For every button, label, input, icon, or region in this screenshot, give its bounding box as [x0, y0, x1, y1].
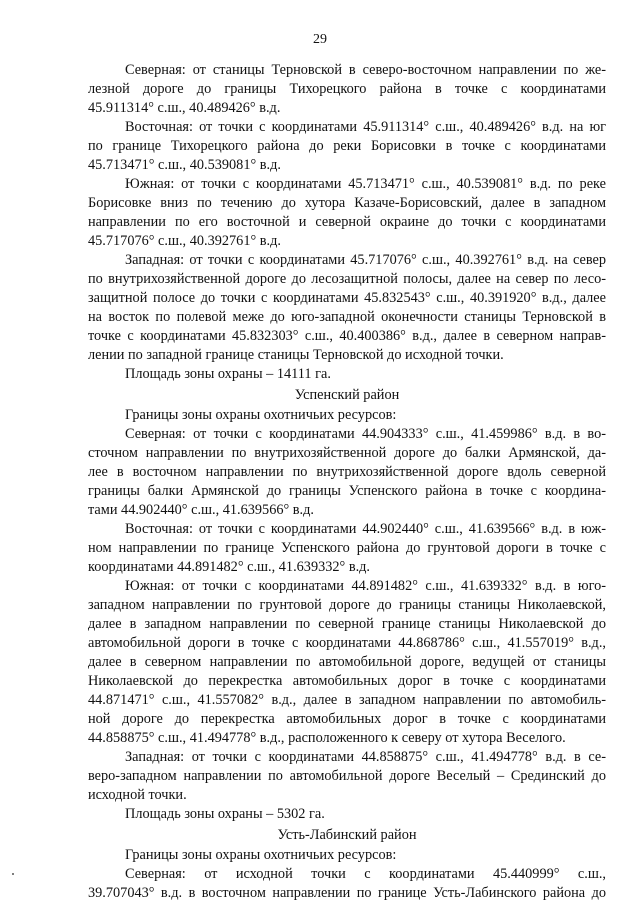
text-line: веро-западном направлении по автомобильной дороге Веселый – Срединский до — [88, 768, 606, 784]
scan-artifact — [12, 873, 14, 875]
text-line: западном направлении по грунтовой дороге до границы станицы Николаевской, — [88, 597, 606, 613]
text-line: Южная: от точки с координатами 44.891482° с.ш., 41.639332° в.д. в юго- — [125, 578, 606, 594]
text-line: защитной полосе до точки с координатами 45.832543° с.ш., 40.391920° в.д., далее — [88, 290, 606, 306]
text-line: точке с координатами 45.832303° с.ш., 40.400386° в.д., далее в северном направ- — [88, 328, 606, 344]
text-line: тами 44.902440° с.ш., 41.639566° в.д. — [88, 502, 314, 518]
page-number: 29 — [313, 32, 327, 47]
text-line: Западная: от точки с координатами 45.717076° с.ш., 40.392761° в.д. на север — [125, 252, 606, 268]
text-line: Западная: от точки с координатами 44.858875° с.ш., 41.494778° в.д. в се- — [125, 749, 606, 765]
text-line: по границе Тихорецкого района до реки Борисовки в точке с координатами — [88, 138, 606, 154]
text-line: 45.713471° с.ш., 40.539081° в.д. — [88, 157, 281, 173]
text-line: лезной дороге до границы Тихорецкого района в точке с координатами — [88, 81, 606, 97]
text-line: 45.911314° с.ш., 40.489426° в.д. — [88, 100, 281, 116]
text-line: Восточная: от точки с координатами 44.902440° с.ш., 41.639566° в.д. в юж- — [125, 521, 606, 537]
text-line: Северная: от точки с координатами 44.904333° с.ш., 41.459986° в.д. в во- — [125, 426, 606, 442]
text-line: по внутрихозяйственной дороге до лесозащитной полосы, далее на север по лесо- — [88, 271, 606, 287]
text-line: лении по западной границе станицы Терновской до исходной точки. — [88, 347, 504, 363]
text-line: Границы зоны охраны охотничьих ресурсов: — [125, 847, 397, 863]
text-line: на восток по полевой меже до юго-западной оконечности станицы Терновской в — [88, 309, 606, 325]
text-line: ном направлении по границе Успенского района до грунтовой дороги в точке с — [88, 540, 606, 556]
text-line: Границы зоны охраны охотничьих ресурсов: — [125, 407, 397, 423]
text-line: исходной точки. — [88, 787, 187, 803]
text-line: Восточная: от точки с координатами 45.911314° с.ш., 40.489426° в.д. на юг — [125, 119, 606, 135]
text-line: Николаевской до перекрестка автомобильных дорог в точке с координатами — [88, 673, 606, 689]
text-line: Южная: от точки с координатами 45.713471° с.ш., 40.539081° в.д. по реке — [125, 176, 606, 192]
section-heading: Усть-Лабинский район — [277, 827, 417, 843]
text-line: координатами 44.891482° с.ш., 41.639332° в.д. — [88, 559, 371, 575]
section-heading: Успенский район — [294, 387, 400, 403]
text-line: 39.707043° в.д. в восточном направлении по границе Усть-Лабинского района до — [88, 885, 606, 901]
area-line: Площадь зоны охраны – 14111 га. — [125, 366, 331, 382]
text-line: Борисовке вниз по течению до хутора Казаче-Борисовский, далее в западном — [88, 195, 606, 211]
text-line: 44.871471° с.ш., 41.557082° в.д., далее в западном направлении по автомобиль- — [88, 692, 606, 708]
text-line: сточном направлении по внутрихозяйственной дороге до балки Армянской, да- — [88, 445, 606, 461]
text-line: ной дороге до перекрестка автомобильных дорог в точке с координатами — [88, 711, 606, 727]
text-line: 45.717076° с.ш., 40.392761° в.д. — [88, 233, 281, 249]
text-line: границы балки Армянской до границы Успенского района в точке с координа- — [88, 483, 606, 499]
text-line: далее в западном направлении по северной границе станицы Николаевской до — [88, 616, 606, 632]
text-line: 44.858875° с.ш., 41.494778° в.д., расположенного к северу от хутора Веселого. — [88, 730, 566, 746]
area-line: Площадь зоны охраны – 5302 га. — [125, 806, 325, 822]
text-line: лее в восточном направлении по внутрихозяйственной дороге вдоль северной — [88, 464, 606, 480]
text-line: Северная: от станицы Терновской в северо-восточном направлении по же- — [125, 62, 606, 78]
text-line: далее в северном направлении по автомобильной дороге, ведущей от станицы — [88, 654, 606, 670]
text-line: автомобильной дороги в точке с координатами 44.868786° с.ш., 41.557019° в.д., — [88, 635, 606, 651]
text-line: направлении по его восточной и северной окраине до точки с координатами — [88, 214, 606, 230]
text-line: Северная: от исходной точки с координатами 45.440999° с.ш., — [125, 866, 606, 882]
